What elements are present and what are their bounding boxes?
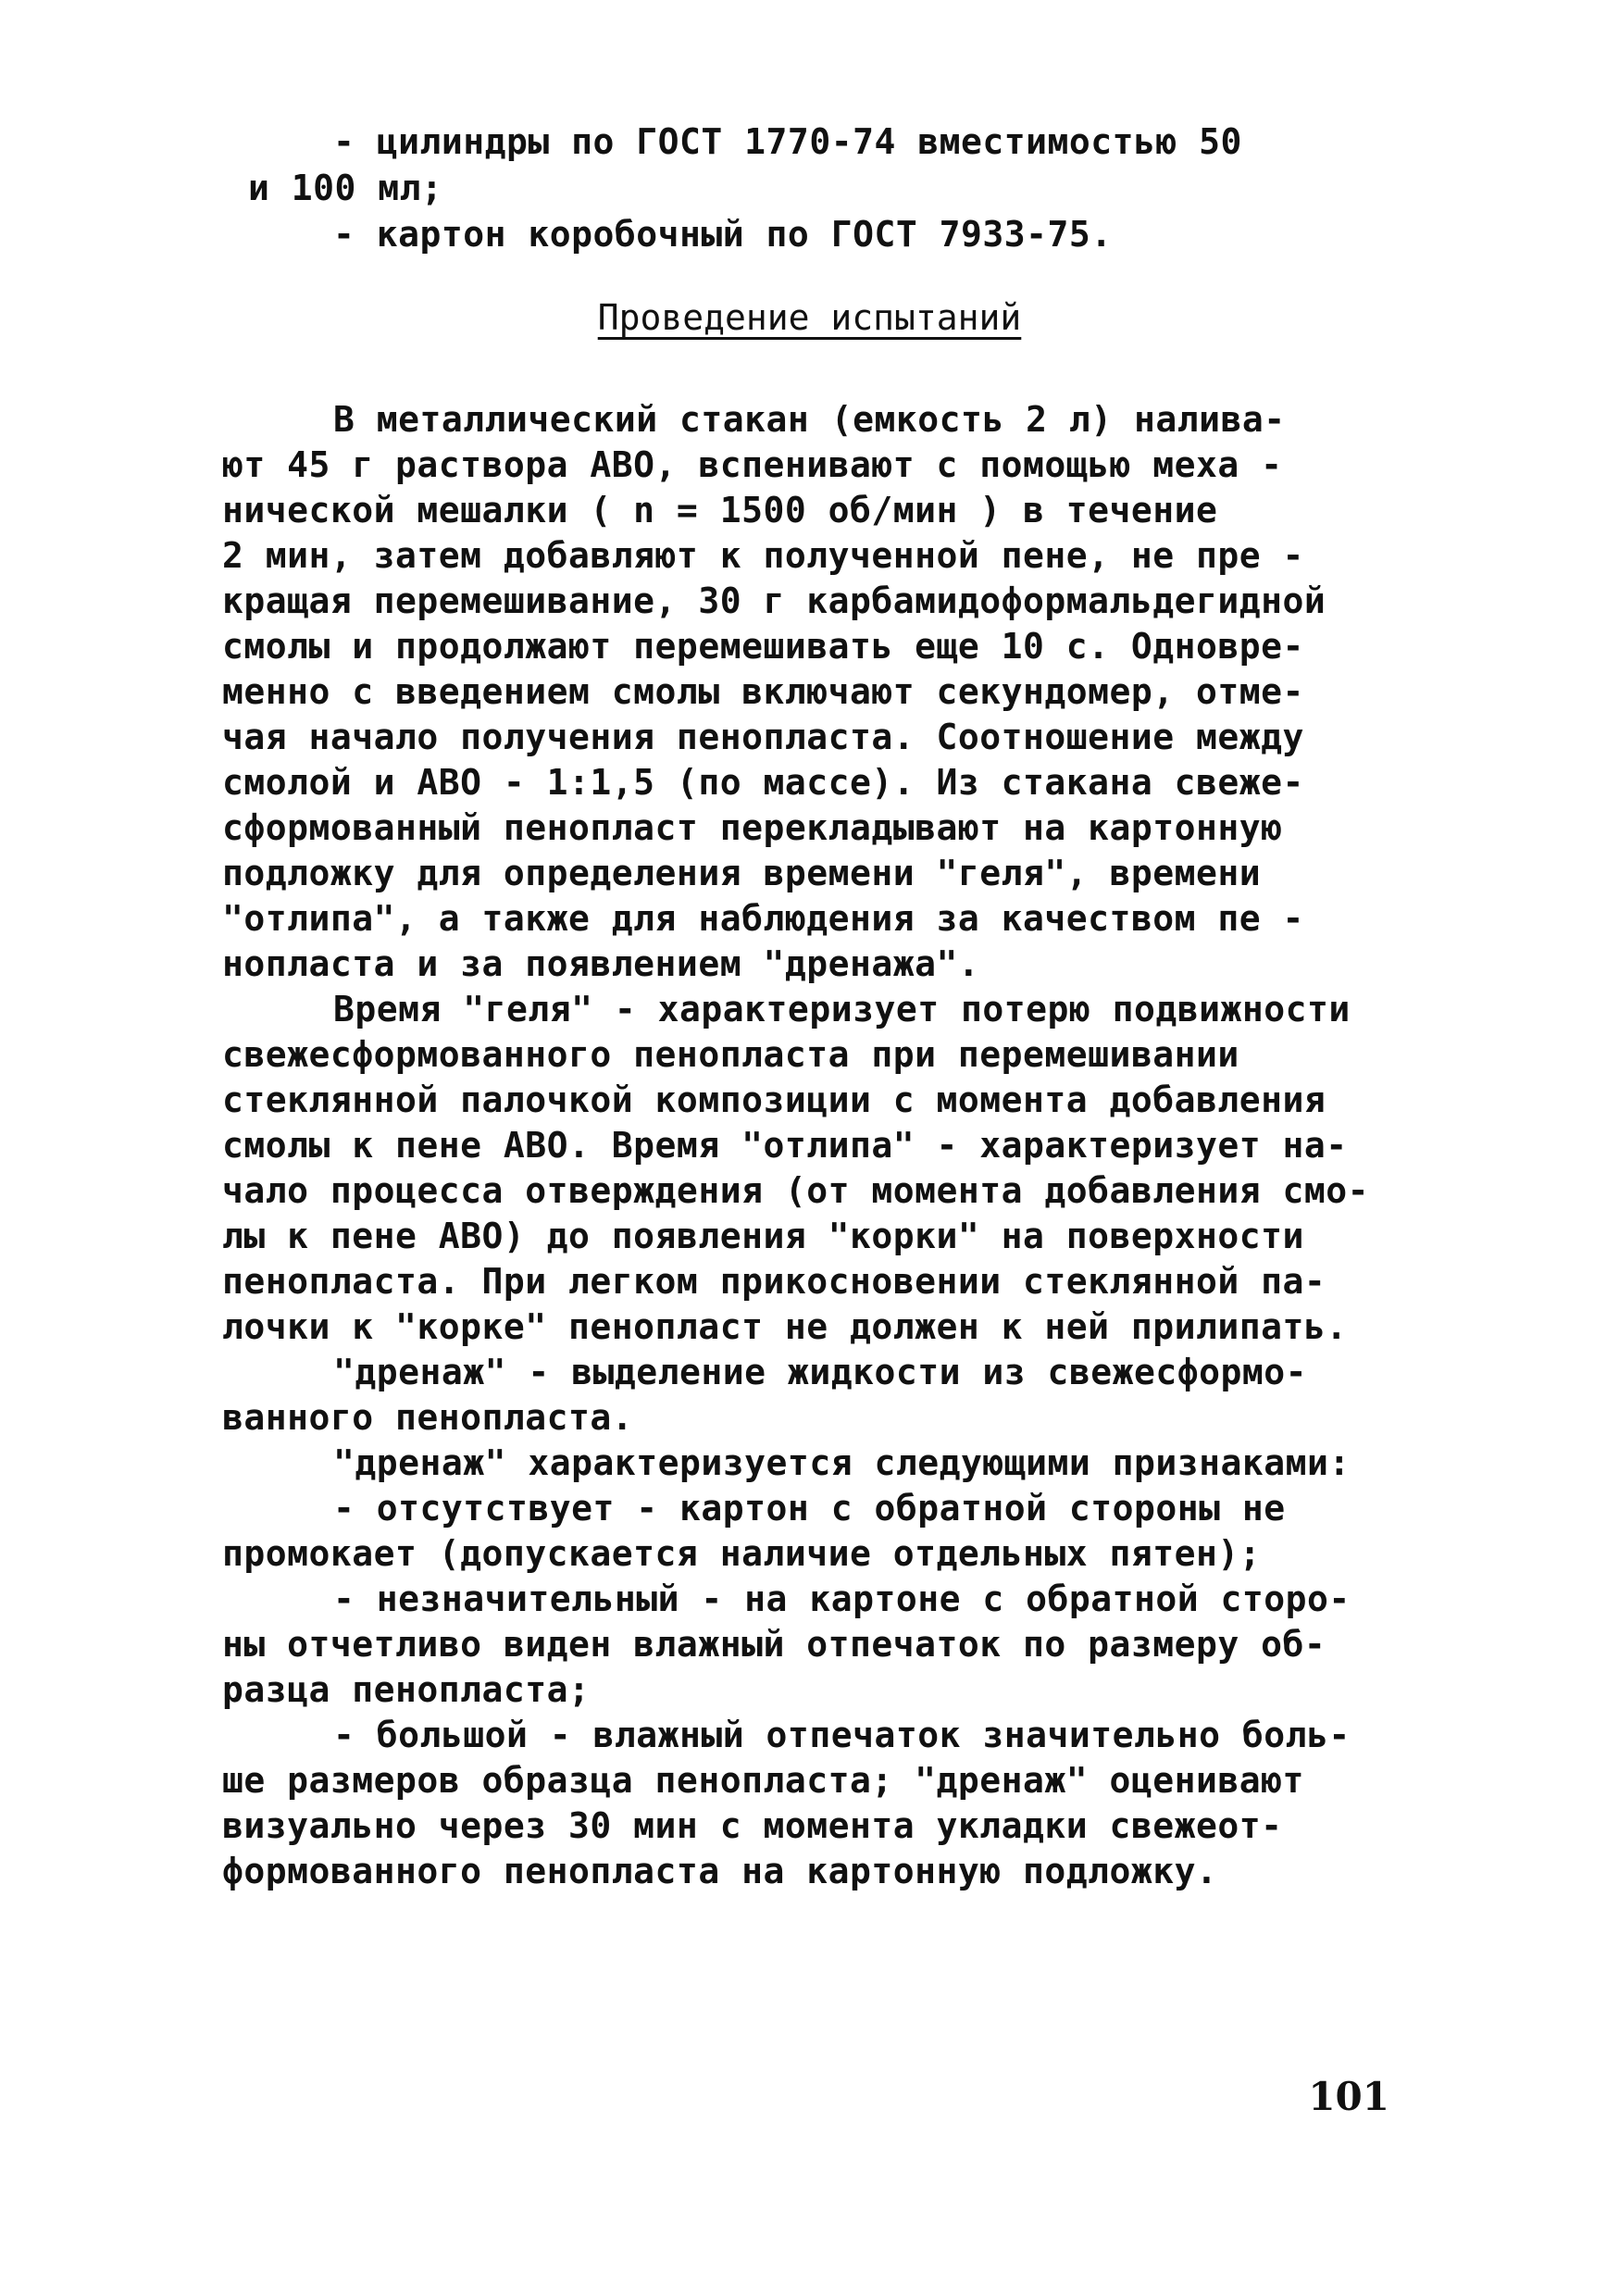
paragraph-line: стеклянной палочкой композиции с момента добавления [222,1079,1326,1120]
paragraph-line: сформованный пенопласт перекладывают на картонную [222,807,1283,848]
paragraph-line: - большой - влажный отпечаток значительно боль- [333,1715,1351,1755]
paragraph-line: Время "геля" - характеризует потерю подвижности [333,989,1351,1029]
paragraph-line: - незначительный - на картоне с обратной сторо- [333,1578,1351,1619]
section-title-text: Проведение испытаний [597,297,1022,338]
list-item-cylinders-cont: и 100 мл; [248,168,443,208]
paragraph-line: ют 45 г раствора АВО, вспенивают с помощью меха - [222,444,1283,485]
paragraph-line: лы к пене АВО) до появления "корки" на поверхности [222,1216,1304,1256]
paragraph-line: смолы и продолжают перемешивать еще 10 с. Одновре- [222,626,1304,667]
paragraph-line: "дренаж" - выделение жидкости из свежесформо- [333,1352,1308,1392]
paragraph-line: ны отчетливо виден влажный отпечаток по размеру об- [222,1624,1326,1665]
page-number: 101 [1308,2074,1389,2119]
paragraph-line: разца пенопласта; [222,1669,591,1710]
paragraph-line: лочки к "корке" пенопласт не должен к ней прилипать. [222,1306,1348,1347]
paragraph-line: подложку для определения времени "геля", времени [222,853,1262,893]
paragraph-line: нической мешалки ( n = 1500 об/мин ) в течение [222,490,1218,530]
paragraph-line: чало процесса отверждения (от момента добавления смо- [222,1170,1370,1211]
paragraph-line: промокает (допускается наличие отдельных пятен); [222,1533,1262,1574]
paragraph-line: смолы к пене АВО. Время "отлипа" - характеризует на- [222,1125,1348,1166]
paragraph-line: визуально через 30 мин с момента укладки свежеот- [222,1805,1283,1846]
section-title [0,294,1619,341]
paragraph-line: формованного пенопласта на картонную подложку. [222,1851,1218,1891]
paragraph-line: 2 мин, затем добавляют к полученной пене, не пре - [222,535,1304,576]
paragraph-line: кращая перемешивание, 30 г карбамидоформальдегидной [222,580,1326,621]
paragraph-line: пенопласта. При легком прикосновении стеклянной па- [222,1261,1326,1302]
paragraph-line: чая начало получения пенопласта. Соотношение между [222,717,1304,757]
list-item-carton: - картон коробочный по ГОСТ 7933-75. [333,214,1113,255]
paragraph-line: - отсутствует - картон с обратной стороны не [333,1488,1286,1529]
paragraph-line: В металлический стакан (емкость 2 л) налива- [333,399,1286,440]
list-item-cylinders: - цилиндры по ГОСТ 1770-74 вместимостью 50 [333,121,1242,162]
paragraph-line: менно с введением смолы включают секундомер, отме- [222,671,1304,712]
paragraph-line: ванного пенопласта. [222,1397,634,1438]
paragraph-line: ше размеров образца пенопласта; "дренаж" оценивают [222,1760,1304,1801]
paragraph-line: свежесформованного пенопласта при перемешивании [222,1034,1239,1075]
paragraph-line: нопласта и за появлением "дренажа". [222,943,980,984]
paragraph-line: "отлипа", а также для наблюдения за качеством пе - [222,898,1304,939]
paragraph-line: "дренаж" характеризуется следующими признаками: [333,1442,1351,1483]
paragraph-line: смолой и АВО - 1:1,5 (по массе). Из стакана свеже- [222,762,1304,803]
